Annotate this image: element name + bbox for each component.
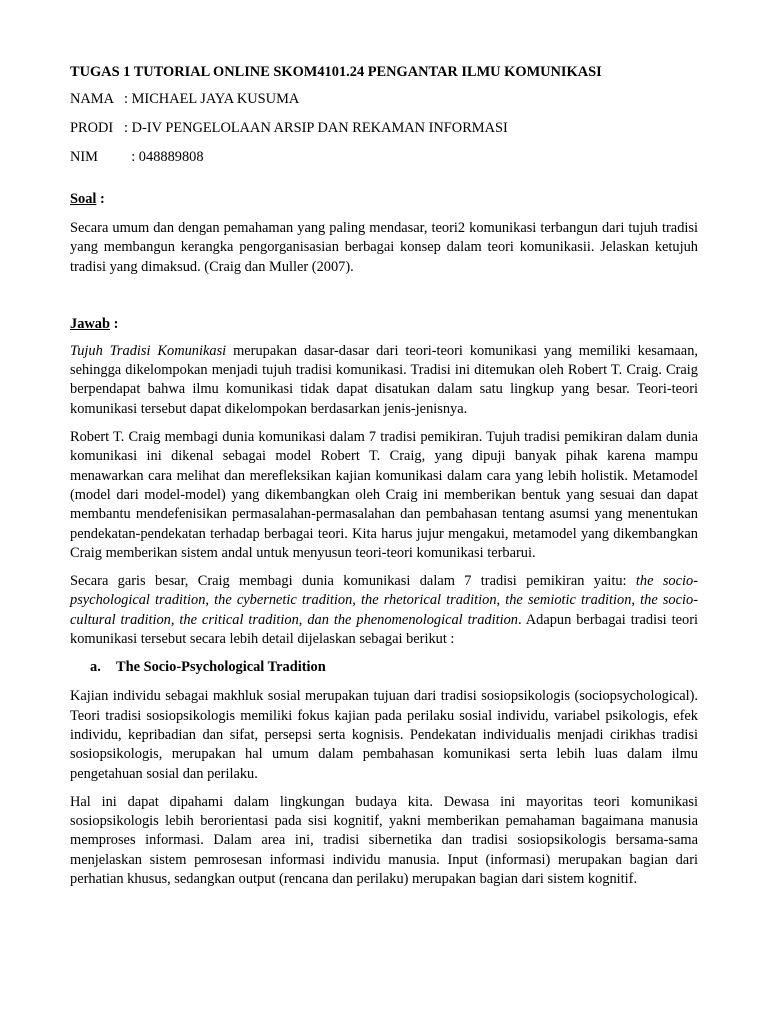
jawab-heading-colon: :	[109, 315, 119, 332]
jawab-paragraph-1	[70, 342, 698, 419]
jawab-paragraph-1-italic: Tujuh Tradisi Komunikasi	[70, 342, 227, 359]
jawab-paragraph-3-italic: the socio-psychological tradition, the cybernetic tradition, the rhetorical tradition, the semiotic tradition, the socio-cultural tradition, the critical tradition, dan the phenomenological tradition	[70, 573, 698, 628]
info-key: PRODI	[70, 120, 114, 136]
info-value: MICHAEL JAYA KUSUMA	[131, 91, 300, 107]
jawab-paragraph-1-text: merupakan dasar-dasar dari teori-teori komunikasi yang memiliki kesamaan, sehingga dikelompokan menjadi tujuh tradisi komunikasi. Tradisi ini ditemukan oleh Robert T. Craig. Craig berpendapat bahwa ilmu komunikasi tidak dapat disatukan dalam satu lingkup yang besar. Teori-teori komunikasi tersebut dapat dikelompokan berdasarkan jenis-jenisnya.	[70, 342, 698, 417]
document-title: TUGAS 1 TUTORIAL ONLINE SKOM4101.24 PENGANTAR ILMU KOMUNIKASI	[70, 64, 602, 80]
soal-heading-colon: :	[96, 191, 105, 207]
jawab-paragraph-2: Robert T. Craig membagi dunia komunikasi dalam 7 tradisi pemikiran. Tujuh tradisi pemikiran dalam dunia komunikasi ini dikenal sebagai model Robert T. Craig, yang dipuji banyak pihak karena mampu menawarkan cara melihat dan merefleksikan kajian komunikasi dalam cara yang lebih holistik. Metamodel (model dari model-model) yang dikembangkan oleh Craig ini memberikan bentuk yang sesuai dan dapat membantu mendefenisikan permasalahan-permasalahan dan pembahasan tentang asumsi yang menentukan pendekatan-pendekatan terhadap berbagai teori. Kita harus jujur mengakui, metamodel yang dikembangkan Craig memberikan sistem andal untuk menyusun teori-teori komunikasi terbarui.	[70, 429, 698, 561]
info-row-nim	[70, 147, 698, 167]
section-a-paragraph-1: Kajian individu sebagai makhluk sosial merupakan tujuan dari tradisi sosiopsikologis (sociopsychological). Teori tradisi sosiopsikologis memiliki fokus kajian pada perilaku sosial individu, variabel psikologis, efek individu, kepribadian dan sifat, persepsi serta kognisis. Pendekatan individualis menjadi cirikhas tradisi sosiopsikologis, merupakan hal umum dalam pembahasan komunikasi serta lebih luas dalam ilmu pengetahuan sosial dan perilaku.	[70, 688, 698, 782]
section-a-marker: a.	[90, 659, 101, 676]
info-value: 048889808	[138, 149, 204, 165]
jawab-paragraph-3-start: Secara garis besar, Craig membagi dunia komunikasi dalam 7 tradisi pemikiran yaitu:	[70, 573, 636, 590]
jawab-heading-label: Jawab	[70, 315, 110, 332]
info-separator: :	[124, 91, 132, 107]
section-a-paragraph-2: Hal ini dapat dipahami dalam lingkungan budaya kita. Dewasa ini mayoritas teori komunikasi sosiopsikologis lebih berorientasi pada sisi kognitif, yakni memberikan pemahaman bagaimana manusia memproses informasi. Dalam area ini, tradisi sibernetika dan tradisi sosiopsikologis bersama-sama menjelaskan sistem pemrosesan informasi individu manusia. Input (informasi) merupakan bagian dari perhatian khusus, sedangkan output (rencana dan perilaku) merupakan bagian dari sistem kognitif.	[70, 793, 698, 888]
jawab-paragraph-3	[70, 572, 698, 649]
info-separator: :	[124, 120, 132, 136]
info-key: NIM	[70, 149, 98, 165]
info-value: D-IV PENGELOLAAN ARSIP DAN REKAMAN INFORMASI	[131, 120, 508, 136]
info-row-prodi	[70, 118, 698, 138]
jawab-heading	[70, 314, 698, 334]
soal-text: Secara umum dan dengan pemahaman yang paling mendasar, teori2 komunikasi terbangun dari tujuh tradisi yang membangun kerangka pengorganisasian berbagai konsep dalam teori komunikasii. Jelaskan ketujuh tradisi yang dimaksud. (Craig dan Muller (2007).	[70, 220, 698, 275]
info-key: NAMA	[70, 91, 114, 107]
info-row-nama	[70, 89, 698, 109]
section-a-heading	[70, 657, 698, 677]
jawab-paragraph-3-end: . Adapun berbagai tradisi teori komunikasi tersebut secara lebih detail dijelaskan sebagai berikut :	[70, 611, 698, 648]
info-separator: :	[124, 149, 139, 165]
document-page	[70, 62, 698, 889]
soal-heading-label: Soal	[70, 191, 97, 207]
section-a-title: The Socio-Psychological Tradition	[116, 659, 326, 676]
soal-heading	[70, 189, 698, 209]
